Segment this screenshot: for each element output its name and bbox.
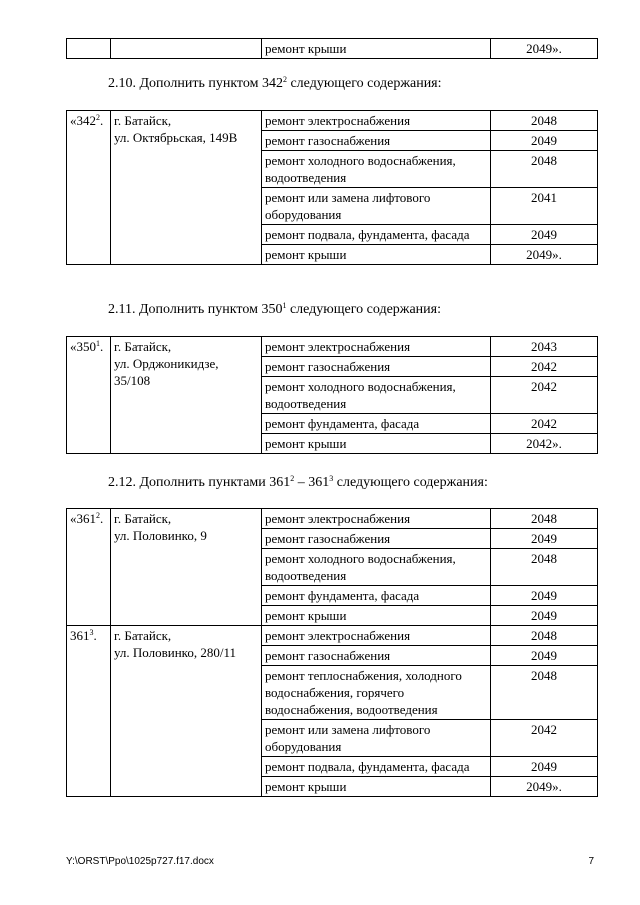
- year-cell: 2042».: [491, 434, 598, 454]
- year-cell: 2042: [491, 357, 598, 377]
- address-cell: г. Батайск, ул. Половинко, 9: [111, 509, 262, 626]
- work-cell: ремонт газоснабжения: [262, 529, 491, 549]
- table-section-2-11: [66, 336, 598, 454]
- number-cell: «$350^1$.: [67, 337, 111, 454]
- work-cell: ремонт крыши: [262, 39, 491, 59]
- table-row: [67, 337, 598, 357]
- year-cell: 2049».: [491, 777, 598, 797]
- year-cell: 2048: [491, 151, 598, 188]
- year-cell: 2042: [491, 377, 598, 414]
- year-cell: 2049: [491, 757, 598, 777]
- year-cell: 2049: [491, 529, 598, 549]
- work-cell: ремонт теплоснабжения, холодного водоснабжения, горячего водоснабжения, водоотведения: [262, 666, 491, 720]
- table-section-2-12: [66, 508, 598, 797]
- number-cell: «$361^2$.: [67, 509, 111, 626]
- work-cell: ремонт холодного водоснабжения, водоотведения: [262, 151, 491, 188]
- year-cell: 2048: [491, 626, 598, 646]
- work-cell: ремонт электроснабжения: [262, 626, 491, 646]
- table-row: [67, 509, 598, 529]
- work-cell: ремонт крыши: [262, 245, 491, 265]
- work-cell: ремонт крыши: [262, 606, 491, 626]
- work-cell: ремонт холодного водоснабжения, водоотведения: [262, 377, 491, 414]
- work-cell: ремонт газоснабжения: [262, 357, 491, 377]
- address-cell: г. Батайск, ул. Орджоникидзе, 35/108: [111, 337, 262, 454]
- table-row: [67, 39, 598, 59]
- address-cell: [111, 39, 262, 59]
- work-cell: ремонт холодного водоснабжения, водоотведения: [262, 549, 491, 586]
- year-cell: 2049: [491, 131, 598, 151]
- work-cell: ремонт электроснабжения: [262, 337, 491, 357]
- work-cell: ремонт крыши: [262, 434, 491, 454]
- number-cell: [67, 39, 111, 59]
- year-cell: 2048: [491, 509, 598, 529]
- footer-page-number: 7: [588, 856, 594, 867]
- year-cell: 2048: [491, 549, 598, 586]
- section-heading-2-10: 2.10. Дополнить пунктом $342^2$ следующего содержания:: [108, 75, 442, 91]
- year-cell: 2049: [491, 646, 598, 666]
- work-cell: ремонт подвала, фундамента, фасада: [262, 757, 491, 777]
- table-row: [67, 626, 598, 646]
- year-cell: 2049».: [491, 39, 598, 59]
- work-cell: ремонт газоснабжения: [262, 646, 491, 666]
- address-cell: г. Батайск, ул. Октябрьская, 149В: [111, 111, 262, 265]
- year-cell: 2042: [491, 414, 598, 434]
- year-cell: 2049: [491, 606, 598, 626]
- year-cell: 2042: [491, 720, 598, 757]
- table-row: [67, 111, 598, 131]
- year-cell: 2048: [491, 666, 598, 720]
- year-cell: 2049».: [491, 245, 598, 265]
- work-cell: ремонт или замена лифтового оборудования: [262, 188, 491, 225]
- year-cell: 2049: [491, 225, 598, 245]
- work-cell: ремонт фундамента, фасада: [262, 586, 491, 606]
- work-cell: ремонт фундамента, фасада: [262, 414, 491, 434]
- work-cell: ремонт газоснабжения: [262, 131, 491, 151]
- number-cell: $361^3$.: [67, 626, 111, 797]
- work-cell: ремонт электроснабжения: [262, 509, 491, 529]
- footer-file-path: Y:\ORST\Ppo\1025p727.f17.docx: [66, 856, 214, 867]
- year-cell: 2041: [491, 188, 598, 225]
- year-cell: 2043: [491, 337, 598, 357]
- table-section-2-10: [66, 110, 598, 265]
- table-continuation: [66, 38, 598, 59]
- work-cell: ремонт или замена лифтового оборудования: [262, 720, 491, 757]
- section-heading-2-11: 2.11. Дополнить пунктом $350^1$ следующего содержания:: [108, 301, 441, 317]
- work-cell: ремонт крыши: [262, 777, 491, 797]
- work-cell: ремонт подвала, фундамента, фасада: [262, 225, 491, 245]
- year-cell: 2048: [491, 111, 598, 131]
- number-cell: «$342^2$.: [67, 111, 111, 265]
- year-cell: 2049: [491, 586, 598, 606]
- work-cell: ремонт электроснабжения: [262, 111, 491, 131]
- address-cell: г. Батайск, ул. Половинко, 280/11: [111, 626, 262, 797]
- section-heading-2-12: 2.12. Дополнить пунктами $361^2 - 361^3$ следующего содержания:: [108, 474, 488, 490]
